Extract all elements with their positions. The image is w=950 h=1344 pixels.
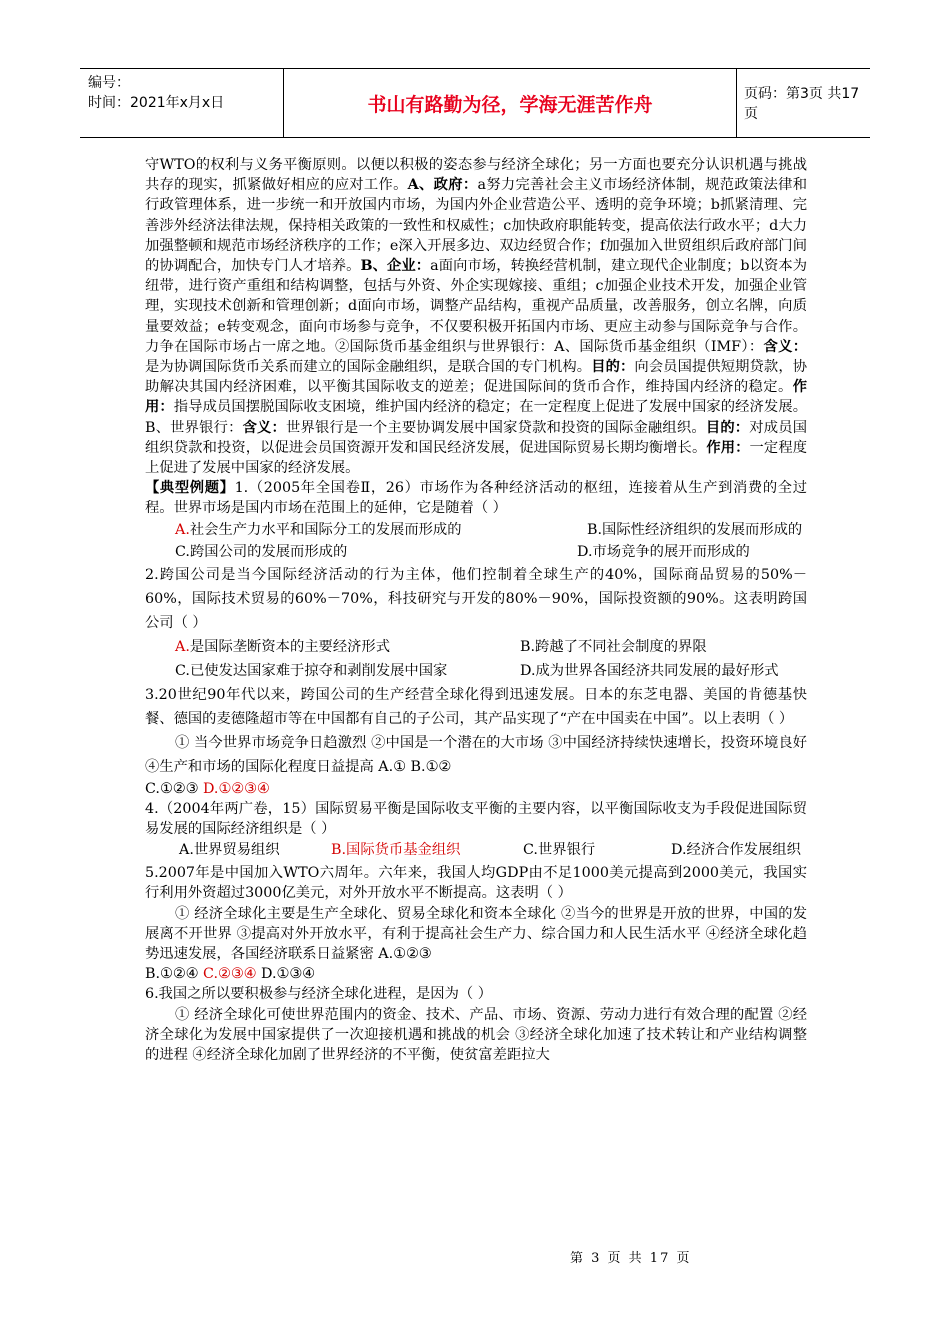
q5-items: ① 经济全球化主要是生产全球化、贸易全球化和资本全球化 ②当今的世界是开放的世界，中国的发展离不开世界 ③提高对外开放水平，有利于提高社会生产力、综合国力和人民生活水平 ④经济全球化趋势迅速发展，各国经济联系日益紧密 A.①②③: [145, 905, 807, 963]
doc-number-label: 编号：: [88, 75, 130, 91]
q3-items: ① 当今世界市场竞争日趋激烈 ②中国是一个潜在的大市场 ③中国经济持续快速增长，投资环境良好 ④生产和市场的国际化程度日益提高 A.① B.①②: [145, 734, 807, 775]
header-motto: 书山有路勤为径，学海无涯苦作舟: [284, 69, 737, 137]
q2-options-cd: C.已使发达国家难于掠夺和剥削发展中国家 D.成为世界各国经济共同发展的最好形式: [175, 662, 779, 679]
question-4: 4.（2004年两广卷，15）国际贸易平衡是国际收支平衡的主要内容，以平衡国际收支为手段促进国际贸易发展的国际经济组织是（ ）: [145, 800, 807, 838]
question-2: 2.跨国公司是当今国际经济活动的行为主体，他们控制着全球生产的40%，国际商品贸易的50%－60%，国际技术贸易的60%－70%，科技研究与开发的80%－90%，国际投资额的90%。这表明跨国公司（ ）: [145, 566, 807, 631]
question-6: 6.我国之所以要积极参与经济全球化进程，是因为（ ）: [145, 986, 493, 1003]
q1-options-cd: C.跨国公司的发展而形成的 D.市场竞争的展开而形成的: [175, 543, 750, 560]
header-left: [80, 69, 284, 137]
q5-options: B.①②④ C.②③④ D.①③④: [145, 966, 315, 983]
q6-items: ① 经济全球化可使世界范围内的资金、技术、产品、市场、资源、劳动力进行有效合理的配置 ②经济全球化为发展中国家提供了一次迎接机遇和挑战的机会 ③经济全球化加速了技术转让和产业结构调整的进程 ④经济全球化加剧了世界经济的不平衡，使贫富差距拉大: [145, 1006, 807, 1064]
doc-time-label: 时间：2021年x月x日: [88, 95, 225, 111]
document-body: [145, 155, 807, 1065]
q4-options: A.世界贸易组织 B.国际货币基金组织 C.世界银行 D.经济合作发展组织: [179, 842, 801, 859]
header-page-label: 页码：第3页 共17页: [744, 86, 860, 122]
question-5: 5.2007年是中国加入WTO六周年。六年来，我国人均GDP由不足1000美元提高到2000美元，我国实行利用外资超过3000亿美元，对外开放水平不断提高。这表明（ ）: [145, 865, 807, 902]
page-footer: 第 3 页 共 17 页: [570, 1251, 692, 1266]
page-header: [80, 68, 870, 138]
q2-options-ab: A.是国际垄断资本的主要经济形式 B.跨越了不同社会制度的界限: [175, 638, 707, 655]
paragraph-main: 守WTO的权利与义务平衡原则。以便以积极的姿态参与经济全球化；另一方面也要充分认识机遇与挑战共存的现实，抓紧做好相应的应对工作。A、政府：a努力完善社会主义市场经济体制，规范政策法律和行政管理体系，进一步统一和开放国内市场，为国内外企业营造公平、透明的竞争环境；b抓紧清理、完善涉外经济法律法规，保持相关政策的一致性和权威性；c加快政府职能转变，提高依法行政水平；d大力加强整顿和规范市场经济秩序的工作；e深入开展多边、双边经贸合作；f加强加入世贸组织后政府部门间的协调配合，加快专门人才培养。B、企业：a面向市场，转换经营机制，建立现代企业制度；b以资本为纽带，进行资产重组和结构调整，包括与外资、外企实现嫁接、重组；c加强企业技术开发，加强企业管理，实现技术创新和管理创新；d面向市场，调整产品结构，重视产品质量，改善服务，创立名牌，向质量要效益；e转变观念，面向市场参与竞争，不仅要积极开拓国内市场、更应主动参与国际竞争与合作。力争在国际市场占一席之地。②国际货币基金组织与世界银行：A、国际货币基金组织（IMF）：含义：是为协调国际货币关系而建立的国际金融组织，是联合国的专门机构。目的：向会员国提供短期贷款，协助解决其国内经济困难，以平衡其国际收支的逆差；促进国际间的货币合作，维持国内经济的稳定。作用：指导成员国摆脱国际收支困境，维护国内经济的稳定；在一定程度上促进了发展中国家的经济发展。B、世界银行：含义：世界银行是一个主要协调发展中国家贷款和投资的国际金融组织。目的：对成员国组织贷款和投资，以促进会员国资源开发和国民经济发展，促进国际贸易长期均衡增长。作用：一定程度上促进了发展中国家的经济发展。: [145, 157, 808, 477]
question-1: 【典型例题】1.（2005年全国卷Ⅱ，26）市场作为各种经济活动的枢纽，连接着从生产到消费的全过程。世界市场是国内市场在范围上的延伸，它是随着（ ）: [145, 480, 808, 517]
q1-options-ab: A.社会生产力水平和国际分工的发展而形成的 B.国际性经济组织的发展而形成的: [175, 521, 803, 538]
question-3: 3.20世纪90年代以来，跨国公司的生产经营全球化得到迅速发展。日本的东芝电器、美国的肯德基快餐、德国的麦德隆超市等在中国都有自己的子公司，其产品实现了“产在中国卖在中国”。以上表明（ ）: [145, 686, 807, 727]
q3-options: C.①②③ D.①②③④: [145, 780, 270, 797]
